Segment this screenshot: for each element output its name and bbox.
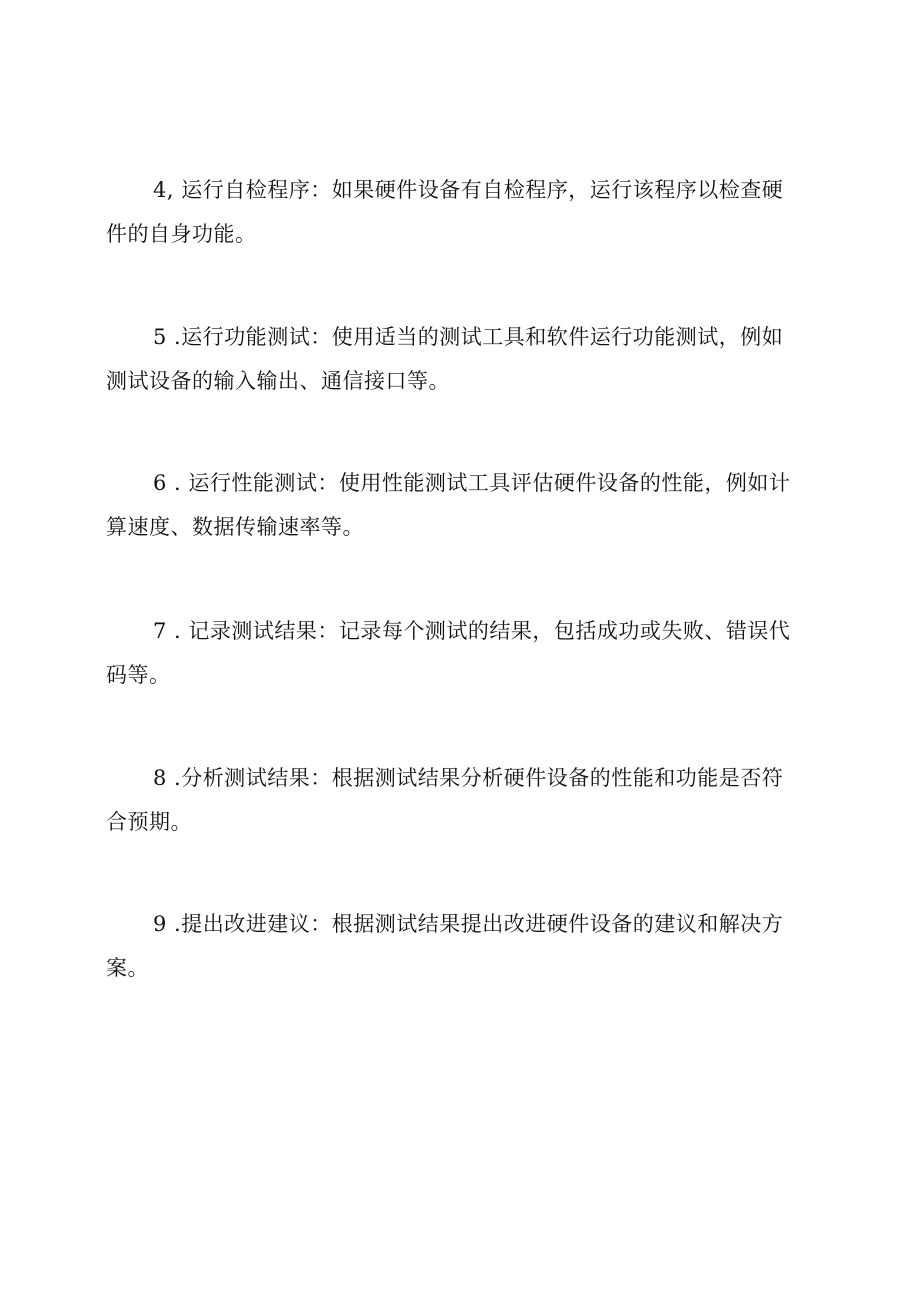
- paragraph-step-9: 9 .提出改进建议：根据测试结果提出改进硬件设备的建议和解决方案。: [106, 912, 784, 980]
- paragraph-step-5: 5 .运行功能测试：使用适当的测试工具和软件运行功能测试，例如测试设备的输入输出、通信接口等。: [106, 325, 784, 393]
- paragraph-step-8: 8 .分析测试结果：根据测试结果分析硬件设备的性能和功能是否符合预期。: [106, 766, 784, 834]
- paragraph-step-6: 6 . 运行性能测试：使用性能测试工具评估硬件设备的性能，例如计算速度、数据传输速率等。: [106, 471, 791, 539]
- paragraph-step-4: 4, 运行自检程序：如果硬件设备有自检程序，运行该程序以检查硬件的自身功能。: [106, 178, 784, 246]
- paragraph-step-7: 7 . 记录测试结果：记录每个测试的结果，包括成功或失败、错误代码等。: [106, 619, 791, 687]
